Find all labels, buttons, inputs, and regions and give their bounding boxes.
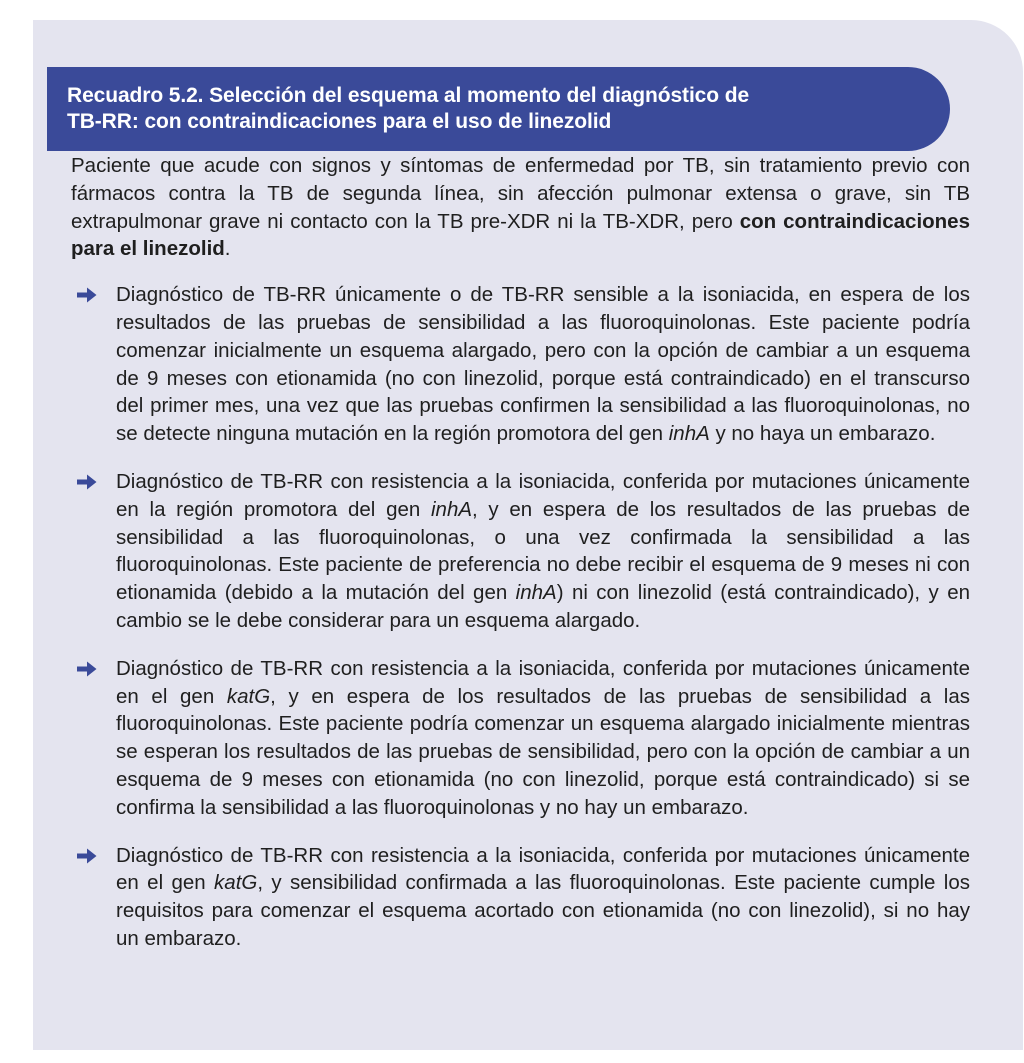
bullet-text-1	[116, 281, 970, 448]
bullet-text-2	[116, 468, 970, 635]
bullet-1-gene: inhA	[668, 422, 710, 446]
recuadro-title-line1: Recuadro 5.2. Selección del esquema al momento del diagnóstico de	[67, 84, 750, 107]
intro-text: Paciente que acude con signos y síntomas de enfermedad por TB, sin tratamiento previo con fármacos contra la TB de segunda línea, sin afección pulmonar extensa o grave, sin TB extrapulmonar grave ni contacto con la TB pre-XDR ni la TB-XDR, pero	[71, 154, 970, 233]
bullet-4-gene: katG	[214, 871, 258, 895]
intro-paragraph	[71, 152, 970, 263]
intro-bold-text: con contraindicaciones para el linezolid	[71, 209, 970, 261]
bullet-2-part-1: Diagnóstico de TB-RR con resistencia a la isoniacida, conferida por mutaciones únicamente en la región promotora del gen	[116, 469, 970, 521]
recuadro-header	[47, 67, 950, 151]
bullet-text-3	[116, 655, 970, 822]
recuadro-title	[67, 83, 930, 135]
bullet-list	[71, 281, 970, 953]
bullet-item-3	[71, 655, 970, 822]
intro-end: .	[224, 237, 231, 261]
bullet-1-part-2: y no haya un embarazo.	[709, 422, 936, 446]
bullet-3-gene: katG	[226, 684, 271, 708]
bullet-item-1	[71, 281, 970, 448]
recuadro-content	[71, 152, 970, 973]
bullet-2-gene-2: inhA	[515, 581, 557, 605]
bullet-3-part-2: , y en espera de los resultados de las pruebas de sensibilidad a las fluoroquinolonas. Este paciente podría comenzar un esquema alargado inicialmente mientras se esperan los resultados de las pruebas de sensibilidad, pero con la opción de cambiar a un esquema de 9 meses con etionamida (no con linezolid, porque está contraindicado) si se confirma la sensibilidad a las fluoroquinolonas y no hay un embarazo.	[116, 684, 970, 819]
arrow-right-icon	[76, 847, 98, 865]
arrow-right-icon	[76, 286, 98, 304]
bullet-4-part-2: , y sensibilidad confirmada a las fluoroquinolonas. Este paciente cumple los requisitos para comenzar el esquema acortado con etionamida (no con linezolid), si no hay un embarazo.	[116, 871, 970, 950]
bullet-1-part-1: Diagnóstico de TB-RR únicamente o de TB-RR sensible a la isoniacida, en espera de los resultados de las pruebas de sensibilidad a las fluoroquinolonas. Este paciente podría comenzar inicialmente un esquema alargado, pero con la opción de cambiar a un esquema de 9 meses con etionamida (no con linezolid, porque está contraindicado) en el transcurso del primer mes, una vez que las pruebas confirmen la sensibilidad a las fluoroquinolonas, no se detecte ninguna mutación en la región promotora del gen	[116, 283, 970, 446]
bullet-3-part-1: Diagnóstico de TB-RR con resistencia a la isoniacida, conferida por mutaciones únicamente en el gen	[116, 656, 970, 708]
arrow-right-icon	[76, 473, 98, 491]
bullet-2-gene-1: inhA	[430, 497, 473, 521]
bullet-item-4	[71, 842, 970, 953]
recuadro-title-line2: TB-RR: con contraindicaciones para el uso de linezolid	[67, 110, 612, 133]
arrow-right-icon	[76, 660, 98, 678]
bullet-text-4	[116, 842, 970, 953]
bullet-2-part-2: , y en espera de los resultados de las pruebas de sensibilidad a las fluoroquinolonas, o una vez confirmada la sensibilidad a las fluoroquinolonas. Este paciente de preferencia no debe recibir el esquema de 9 meses ni con etionamida (debido a la mutación del gen	[116, 497, 970, 605]
bullet-item-2	[71, 468, 970, 635]
bullet-4-part-1: Diagnóstico de TB-RR con resistencia a la isoniacida, conferida por mutaciones únicamente en el gen	[116, 843, 970, 895]
bullet-2-part-3: ) ni con linezolid (está contraindicado), y en cambio se le debe considerar para un esquema alargado.	[116, 581, 970, 632]
